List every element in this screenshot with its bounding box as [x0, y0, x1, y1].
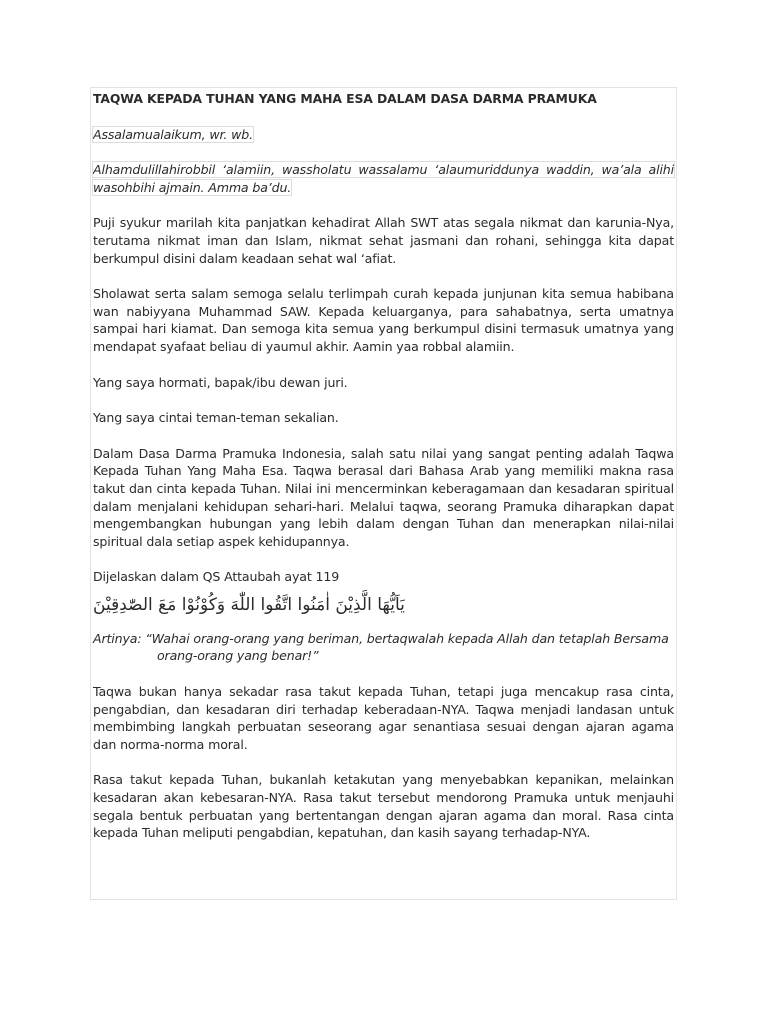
greeting-paragraph: [93, 126, 674, 144]
paragraph-beloved-friends: Yang saya cintai teman-teman sekalian.: [93, 410, 339, 426]
opening-paragraph: [93, 161, 674, 196]
paragraph-taqwa-meaning: Taqwa bukan hanya sekadar rasa takut kepada Tuhan, tetapi juga mencakup rasa cinta, pengabdian, dan kesadaran diri terhadap keberadaan-NYA. Taqwa menjadi landasan untuk membimbing langkah perbuatan seseorang agar senantiasa sesuai dengan ajaran agama dan norma-norma moral.: [93, 684, 674, 752]
paragraph-dasa-darma: Dalam Dasa Darma Pramuka Indonesia, salah satu nilai yang sangat penting adalah Taqwa Kepada Tuhan Yang Maha Esa. Taqwa berasal dari Bahasa Arab yang memiliki makna rasa takut dan cinta kepada Tuhan. Nilai ini mencerminkan keberagamaan dan kesadaran spiritual dalam menjalani kehidupan sehari-hari. Melalui taqwa, seorang Pramuka diharapkan dapat mengembangkan hubungan yang lebih dalam dengan Tuhan dan menerapkan nilai-nilai spiritual dala setiap aspek kehidupannya.: [93, 445, 674, 549]
opening-text: Alhamdulillahirobbil ‘alamiin, wassholatu wassalamu ‘alaumuriddunya waddin, wa’ala alihi wasohbihi ajmain. Amma ba’du.: [93, 162, 674, 195]
document-content: [93, 90, 674, 860]
paragraph-respect-judges: Yang saya hormati, bapak/ibu dewan juri.: [93, 374, 348, 390]
document-title: TAQWA KEPADA TUHAN YANG MAHA ESA DALAM DASA DARMA PRAMUKA: [93, 91, 597, 106]
verse-translation: Artinya: “Wahai orang-orang yang beriman, bertaqwalah kepada Allah dan tetaplah Bersama orang-orang yang benar!”: [93, 630, 669, 664]
paragraph-fear-of-god: Rasa takut kepada Tuhan, bukanlah ketakutan yang menyebabkan kepanikan, melainkan kesadaran akan kebesaran-NYA. Rasa takut tersebut mendorong Pramuka untuk menjauhi segala bentuk perbuatan yang bertentangan dengan ajaran agama dan moral. Rasa cinta kepada Tuhan meliputi pengabdian, kepatuhan, dan kasih sayang terhadap-NYA.: [93, 772, 674, 841]
paragraph-qs-reference: Dijelaskan dalam QS Attaubah ayat 119: [93, 569, 340, 585]
paragraph-sholawat: Sholawat serta salam semoga selalu terlimpah curah kepada junjunan kita semua habibana wan nabiyyana Muhammad SAW. Kepada keluarganya, para sahabatnya, serta umatnya sampai hari kiamat. Dan semoga kita semua yang berkumpul disini termasuk umatnya yang mendapat syafaat beliau di yaumul akhir. Aamin yaa robbal alamiin.: [93, 286, 674, 354]
paragraph-gratitude: Puji syukur marilah kita panjatkan kehadirat Allah SWT atas segala nikmat dan karunia-Nya, terutama nikmat iman dan Islam, nikmat sehat jasmani dan rohani, sehingga kita dapat berkumpul disini dalam keadaan sehat wal ‘afiat.: [93, 215, 674, 266]
greeting-text: Assalamualaikum, wr. wb.: [93, 126, 253, 142]
arabic-verse: يَاَيُّهَا الَّذِيْنَ اٰمَنُوا اتَّقُوا اللّٰهَ وَكُوْنُوْا مَعَ الصّٰدِقِيْنَ: [93, 594, 405, 615]
